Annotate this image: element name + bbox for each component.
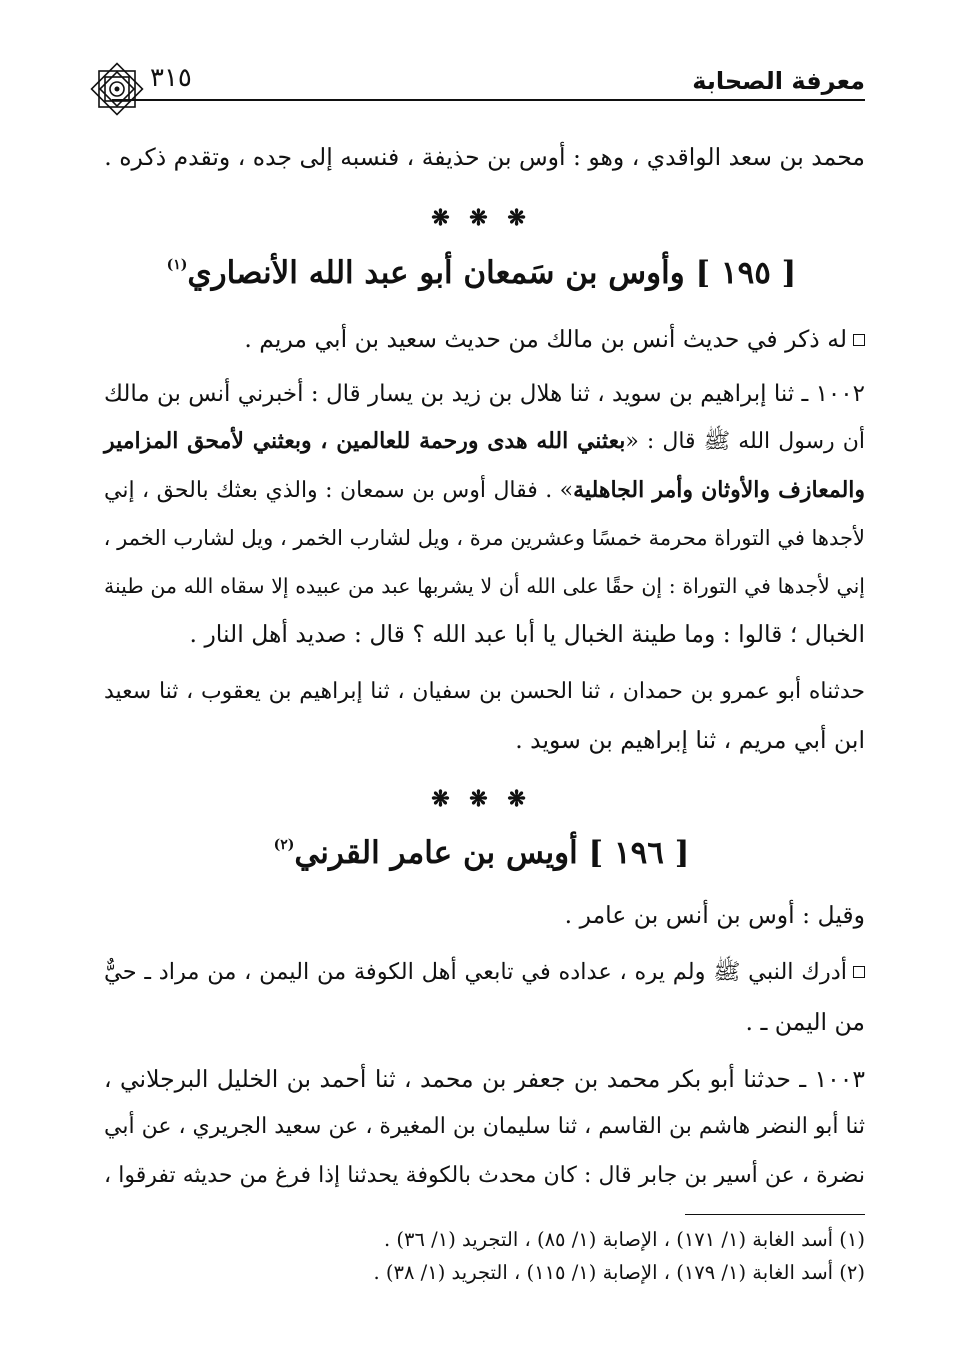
text-span: أدرك النبي ﷺ ولم يره ، عداده في تابعي أهل الكوفة من اليمن ، من مراد ـ حيٌّ [104,959,847,985]
text-span: أن رسول الله ﷺ قال : « [625,429,865,454]
text-line: ١٠٠٣ ـ حدثنا أبو بكر محمد بن جعفر بن محمد ، ثنا أحمد بن الخليل البرجلاني ، [104,1065,865,1093]
entry-heading-195 [0,255,963,291]
text-line: ١٠٠٢ ـ ثنا إبراهيم بن سويد ، ثنا هلال بن زيد بن يسار قال : أخبرني أنس بن مالك [104,381,865,407]
text-line [104,955,865,989]
star-ornament-icon [86,58,148,120]
section-divider: ❋ ❋ ❋ [431,786,532,812]
text-line: من اليمن ـ . [745,1008,865,1036]
text-line: الخبال ؛ قالوا : وما طينة الخبال يا أبا عبد الله ؟ قال : صديد أهل النار . [189,620,865,648]
square-marker-icon [853,966,865,978]
hadith-text: بعثني الله هدى ورحمة للعالمين ، وبعثني لأمحق المزامير [104,428,626,454]
running-header-title: معرفة الصحابة [692,67,865,95]
page-number: ٣١٥ [150,63,192,93]
text-line: وقيل : أوس بن أنس بن عامر . [564,901,865,929]
section-divider: ❋ ❋ ❋ [431,205,532,231]
text-span: » . فقال أوس بن سمعان : والذي بعثك بالحق ، إني [104,478,574,503]
entry-heading-text: [ ١٩٥ ] وأوس بن سَمعان أبو عبد الله الأنصاري [187,255,797,291]
entry-heading-196 [0,835,963,871]
footnote-ref: (٢) [273,837,295,853]
square-marker-icon [853,334,865,346]
text-line: نضرة ، عن أسير بن جابر قال : كان محدث بالكوفة يحدثنا إذا فرغ من حديثه تفرقوا ، [104,1163,865,1188]
text-line [104,473,865,508]
text-line: ابن أبي مريم ، ثنا إبراهيم بن سويد . [515,726,865,754]
text-line: حدثناه أبو عمرو بن حمدان ، ثنا الحسن بن سفيان ، ثنا إبراهيم بن يعقوب ، ثنا سعيد [104,679,865,704]
footnote-ref: (١) [166,257,188,273]
text-line: إني لأجدها في التوراة : إن حقًا على الله أن لا يشربها عبد من عبيده إلا سقاه الله من طينة [104,574,865,598]
footnote-rule [685,1214,865,1215]
text-span: له ذكر في حديث أنس بن مالك من حديث سعيد بن أبي مريم . [244,325,847,353]
text-line: ثنا أبو النضر هاشم بن القاسم ، ثنا سليمان بن المغيرة ، عن سعيد الجريري ، عن أبي [104,1114,865,1139]
text-line: محمد بن سعد الواقدي ، وهو : أوس بن حذيفة ، فنسبه إلى جده ، وتقدم ذكره . [104,143,865,171]
entry-heading-text: [ ١٩٦ ] أويس بن عامر القرني [294,835,690,871]
text-line [104,424,865,459]
text-line [104,322,865,356]
header-rule [112,99,865,101]
footnote-1: (١) أسد الغابة (١/ ١٧١) ، الإصابة (١/ ٨٥) ، التجريد (١/ ٣٦) . [383,1228,865,1251]
footnote-2: (٢) أسد الغابة (١/ ١٧٩) ، الإصابة (١/ ١١٥) ، التجريد (١/ ٣٨) . [373,1261,865,1284]
text-line: لأجدها في التوراة محرمة خمسًا وعشرين مرة ، ويل لشارب الخمر ، ويل لشارب الخمر ، [103,526,865,550]
hadith-text: والمعازف والأوثان وأمر الجاهلية [573,477,866,503]
